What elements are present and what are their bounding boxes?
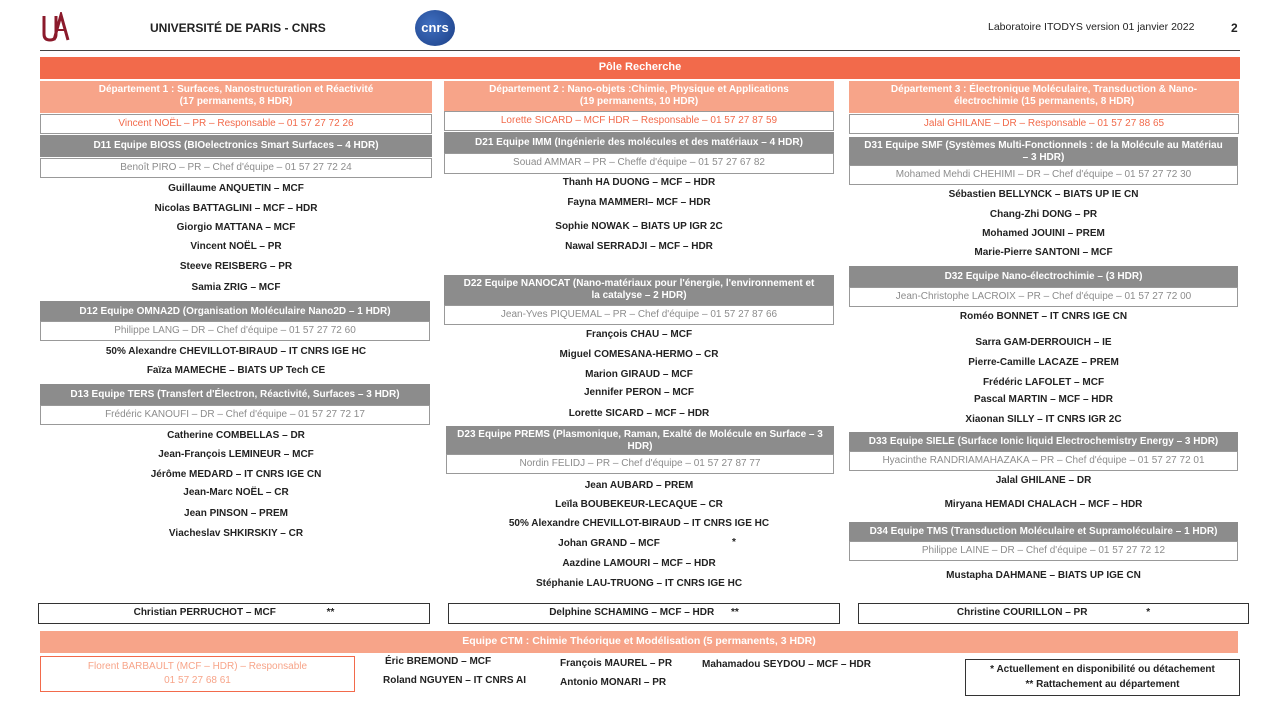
d31-chef: Mohamed Mehdi CHEHIMI – DR – Chef d'équipe – 01 57 27 72 30 (849, 165, 1238, 185)
d11-member: Giorgio MATTANA – MCF (176, 222, 296, 233)
d21-team-header: D21 Equipe IMM (Ingénierie des molécules et des matériaux – 4 HDR) (444, 132, 834, 153)
d23-member: Leïla BOUBEKEUR-LECAQUE – CR (555, 499, 723, 510)
header-title: UNIVERSITÉ DE PARIS - CNRS (150, 21, 326, 35)
attached-member-2-mark: ** (731, 607, 739, 618)
d31-team-header (849, 137, 1238, 166)
d31-title-line1: D31 Equipe SMF (Systèmes Multi-Fonctionnels : de la Molécule au Matériau (864, 140, 1223, 151)
ctm-member: Mahamadou SEYDOU – MCF – HDR (702, 659, 871, 670)
attached-member-1: Christian PERRUCHOT – MCF (133, 607, 276, 618)
ctm-member: Éric BREMOND – MCF (385, 656, 492, 667)
d33-team-header: D33 Equipe SIELE (Surface Ionic liquid Electrochemistry Energy – 3 HDR) (849, 432, 1238, 451)
ctm-responsable-name: Florent BARBAULT (MCF – HDR) – Responsable (87, 661, 308, 672)
d12-member: 50% Alexandre CHEVILLOT-BIRAUD – IT CNRS IGE HC (105, 346, 367, 357)
d13-team-header: D13 Equipe TERS (Transfert d'Électron, Réactivité, Surfaces – 3 HDR) (40, 384, 430, 405)
d31-member: Mohamed JOUINI – PREM (982, 228, 1105, 239)
dept2-header (444, 81, 834, 111)
d31-member: Marie-Pierre SANTONI – MCF (974, 247, 1113, 258)
dept1-header (40, 81, 432, 113)
dept3-responsable: Jalal GHILANE – DR – Responsable – 01 57 27 88 65 (849, 114, 1239, 134)
dept2-title: Département 2 : Nano-objets :Chimie, Physique et Applications (489, 84, 789, 95)
d13-member: Jérôme MEDARD – IT CNRS IGE CN (150, 469, 322, 480)
d13-member: Jean PINSON – PREM (184, 508, 288, 519)
d23-title-line1: D23 Equipe PREMS (Plasmonique, Raman, Exalté de Molécule en Surface – 3 (457, 429, 823, 440)
cnrs-logo: cnrs (415, 10, 455, 46)
d32-member: Xiaonan SILLY – IT CNRS IGR 2C (965, 414, 1122, 425)
d32-member: Pascal MARTIN – MCF – HDR (974, 394, 1113, 405)
header-rule (40, 50, 1240, 51)
d22-member: Lorette SICARD – MCF – HDR (568, 408, 710, 419)
d11-member: Steeve REISBERG – PR (179, 261, 293, 272)
d11-team-header: D11 Equipe BIOSS (BIOelectronics Smart Surfaces – 4 HDR) (40, 135, 432, 157)
d12-member: Faïza MAMECHE – BIATS UP Tech CE (146, 365, 326, 376)
dept3-header (849, 81, 1239, 113)
legend-box (965, 659, 1240, 696)
d13-member: Catherine COMBELLAS – DR (167, 430, 305, 441)
d22-member: Miguel COMESANA-HERMO – CR (559, 349, 719, 360)
ctm-member: François MAUREL – PR (560, 658, 673, 669)
dept1-responsable: Vincent NOËL – PR – Responsable – 01 57 27 72 26 (40, 114, 432, 134)
attached-member-3-mark: * (1146, 607, 1151, 618)
university-logo-icon (40, 12, 72, 42)
d22-team-header (444, 275, 834, 305)
d12-chef: Philippe LANG – DR – Chef d'équipe – 01 57 27 72 60 (40, 321, 430, 341)
d11-chef: Benoît PIRO – PR – Chef d'équipe – 01 57 27 72 24 (40, 158, 432, 178)
d11-member: Vincent NOËL – PR (190, 241, 282, 252)
d23-member: Jean AUBARD – PREM (584, 480, 694, 491)
d31-member: Sébastien BELLYNCK – BIATS UP IE CN (948, 189, 1139, 200)
d32-member: Roméo BONNET – IT CNRS IGE CN (959, 311, 1128, 322)
d21-member: Fayna MAMMERI– MCF – HDR (567, 197, 711, 208)
dept2-responsable: Lorette SICARD – MCF HDR – Responsable – 01 57 27 87 59 (444, 111, 834, 131)
d21-member: Nawal SERRADJI – MCF – HDR (565, 241, 713, 252)
d22-member: François CHAU – MCF (585, 329, 693, 340)
legend-line-2: ** Rattachement au département (1025, 679, 1180, 690)
d32-member: Pierre-Camille LACAZE – PREM (968, 357, 1119, 368)
d21-member: Sophie NOWAK – BIATS UP IGR 2C (555, 221, 723, 232)
legend-line-1: * Actuellement en disponibilité ou détachement (990, 664, 1215, 675)
d32-member: Frédéric LAFOLET – MCF (982, 377, 1105, 388)
d32-chef: Jean-Christophe LACROIX – PR – Chef d'équipe – 01 57 27 72 00 (849, 287, 1238, 307)
ctm-member: Roland NGUYEN – IT CNRS AI (383, 675, 526, 686)
d33-member: Jalal GHILANE – DR (995, 475, 1092, 486)
d11-member: Samia ZRIG – MCF (191, 282, 281, 293)
d22-member: Marion GIRAUD – MCF (585, 369, 693, 380)
lab-version: Laboratoire ITODYS version 01 janvier 2022 (988, 21, 1195, 33)
attached-member-box-1 (38, 603, 430, 624)
d31-member: Chang-Zhi DONG – PR (989, 209, 1098, 220)
d12-team-header: D12 Equipe OMNA2D (Organisation Moléculaire Nano2D – 1 HDR) (40, 301, 430, 321)
d32-team-header: D32 Equipe Nano-électrochimie – (3 HDR) (849, 266, 1238, 287)
page-number: 2 (1231, 21, 1238, 35)
d13-chef: Frédéric KANOUFI – DR – Chef d'équipe – 01 57 27 72 17 (40, 405, 430, 425)
d11-member: Nicolas BATTAGLINI – MCF – HDR (154, 203, 318, 214)
d33-chef: Hyacinthe RANDRIAMAHAZAKA – PR – Chef d'équipe – 01 57 27 72 01 (849, 451, 1238, 471)
d23-team-header (446, 426, 834, 454)
d31-title-line2: – 3 HDR) (1022, 152, 1065, 163)
attached-member-box-3 (858, 603, 1249, 624)
dept3-title: Département 3 : Électronique Moléculaire, Transduction & Nano- (890, 84, 1198, 95)
d22-chef: Jean-Yves PIQUEMAL – PR – Chef d'équipe – 01 57 27 87 66 (444, 305, 834, 325)
attached-member-box-2 (448, 603, 840, 624)
d23-member: Johan GRAND – MCF (558, 538, 660, 549)
d13-member: Jean-Marc NOËL – CR (183, 487, 289, 498)
d13-member: Jean-François LEMINEUR – MCF (158, 449, 314, 460)
d21-chef: Souad AMMAR – PR – Cheffe d'équipe – 01 57 27 67 82 (444, 153, 834, 174)
d23-star: * (732, 537, 736, 548)
d11-member: Guillaume ANQUETIN – MCF (168, 183, 304, 194)
d21-member: Thanh HA DUONG – MCF – HDR (562, 177, 716, 188)
d13-member: Viacheslav SHKIRSKIY – CR (168, 528, 304, 539)
d23-chef: Nordin FELIDJ – PR – Chef d'équipe – 01 57 27 87 77 (446, 454, 834, 474)
attached-member-3: Christine COURILLON – PR (956, 607, 1088, 618)
attached-member-2: Delphine SCHAMING – MCF – HDR (549, 607, 715, 618)
d22-title-line1: D22 Equipe NANOCAT (Nano-matériaux pour l'énergie, l'environnement et (463, 278, 815, 289)
d32-member: Sarra GAM-DERROUICH – IE (975, 337, 1112, 348)
d22-member: Jennifer PERON – MCF (583, 387, 695, 398)
d23-member: Stéphanie LAU-TRUONG – IT CNRS IGE HC (535, 578, 743, 589)
d34-team-header: D34 Equipe TMS (Transduction Moléculaire et Supramoléculaire – 1 HDR) (849, 522, 1238, 541)
dept3-sub: électrochimie (15 permanents, 8 HDR) (953, 96, 1135, 107)
dept2-sub: (19 permanents, 10 HDR) (579, 96, 699, 107)
dept1-sub: (17 permanents, 8 HDR) (179, 96, 293, 107)
pole-recherche-banner: Pôle Recherche (40, 57, 1240, 79)
university-logo (40, 12, 72, 42)
d33-member: Miryana HEMADI CHALACH – MCF – HDR (944, 499, 1143, 510)
ctm-team-banner: Equipe CTM : Chimie Théorique et Modélisation (5 permanents, 3 HDR) (40, 631, 1238, 653)
ctm-responsable-phone: 01 57 27 68 61 (164, 675, 231, 686)
d34-member: Mustapha DAHMANE – BIATS UP IGE CN (946, 570, 1141, 581)
d23-member: 50% Alexandre CHEVILLOT-BIRAUD – IT CNRS IGE HC (508, 518, 770, 529)
d23-member: Aazdine LAMOURI – MCF – HDR (562, 558, 716, 569)
dept1-title: Département 1 : Surfaces, Nanostructuration et Réactivité (98, 84, 374, 95)
ctm-member: Antonio MONARI – PR (560, 677, 667, 688)
ctm-responsable (40, 656, 355, 692)
attached-member-1-mark: ** (326, 607, 335, 618)
d34-chef: Philippe LAINE – DR – Chef d'équipe – 01 57 27 72 12 (849, 541, 1238, 561)
d22-title-line2: la catalyse – 2 HDR) (591, 290, 687, 301)
d23-title-line2: HDR) (627, 441, 653, 452)
